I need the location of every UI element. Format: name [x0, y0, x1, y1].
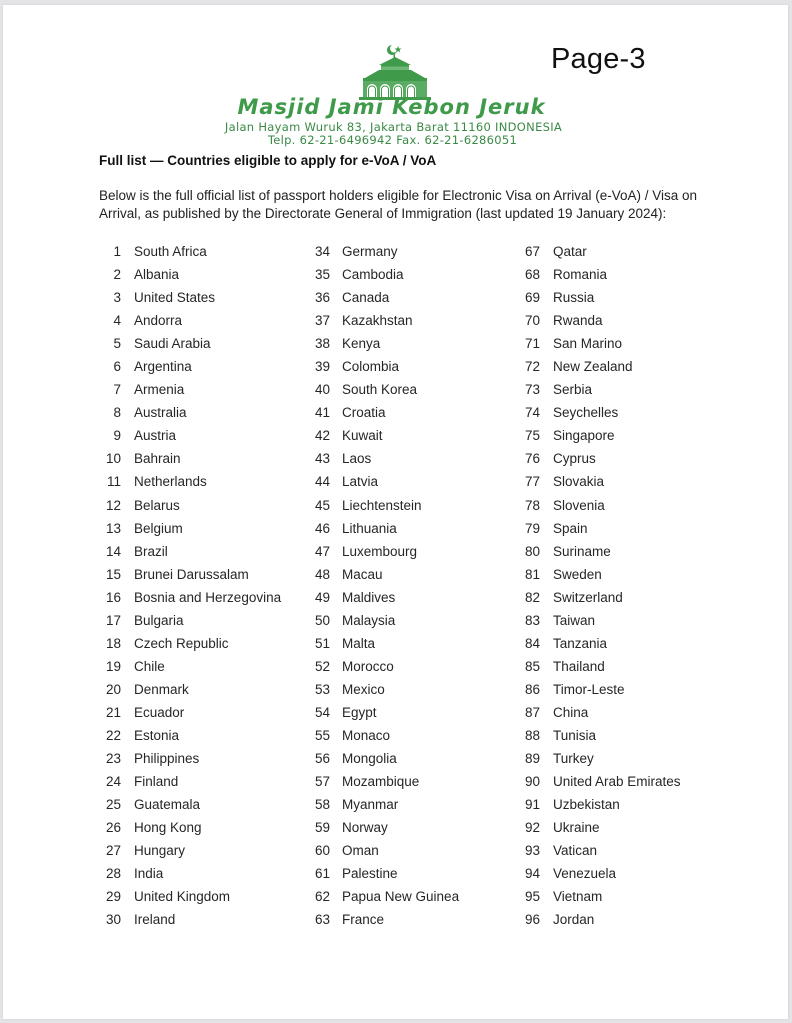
country-name: Ukraine	[553, 820, 600, 836]
country-name: Belgium	[134, 520, 183, 536]
item-number: 28	[105, 866, 121, 882]
page-number-label: Page-3	[551, 43, 646, 75]
item-number: 59	[314, 820, 330, 836]
item-number: 86	[524, 681, 540, 697]
country-name: Mozambique	[342, 774, 420, 790]
document-title: Full list — Countries eligible to apply for e-VoA / VoA	[99, 153, 437, 168]
country-name: Saudi Arabia	[134, 336, 211, 352]
country-name: Malta	[342, 635, 376, 651]
country-name: Maldives	[342, 589, 396, 605]
country-name: Egypt	[342, 704, 377, 720]
country-name: Ireland	[134, 912, 176, 928]
country-name: Taiwan	[553, 612, 596, 628]
item-number: 44	[314, 474, 330, 490]
item-number: 13	[105, 520, 121, 536]
country-name: Guatemala	[134, 797, 201, 813]
country-name: United Kingdom	[134, 889, 231, 905]
country-name: Norway	[342, 820, 388, 836]
item-number: 30	[105, 912, 121, 928]
item-number: 60	[314, 843, 330, 859]
country-name: Andorra	[134, 313, 183, 329]
item-number: 84	[524, 635, 540, 651]
country-name: Sweden	[553, 566, 602, 582]
item-number: 38	[314, 336, 330, 352]
country-name: Laos	[342, 451, 372, 467]
intro-paragraph: Below is the full official list of passport holders eligible for Electronic Visa on Arrival (e-VoA) / Visa on Arrival, as published by the Directorate General of Immigration (last updated 19 January 2024):	[99, 188, 698, 221]
item-number: 55	[314, 727, 330, 743]
item-number: 75	[524, 428, 540, 444]
item-number: 83	[524, 612, 540, 628]
item-number: 56	[314, 751, 330, 767]
item-number: 36	[314, 290, 330, 306]
country-name: Vatican	[553, 843, 598, 859]
item-number: 17	[105, 612, 121, 628]
item-number: 48	[314, 566, 330, 582]
item-number: 47	[314, 543, 330, 559]
country-name: Lithuania	[342, 520, 397, 536]
country-name: Belarus	[134, 497, 180, 513]
country-name: Hungary	[134, 843, 186, 859]
country-name: Chile	[134, 658, 165, 674]
country-name: Mongolia	[342, 751, 397, 767]
item-number: 62	[314, 889, 330, 905]
item-number: 79	[524, 520, 540, 536]
country-name: Myanmar	[342, 797, 399, 813]
country-name: India	[134, 866, 164, 882]
country-name: Albania	[134, 267, 180, 283]
country-name: Romania	[553, 267, 608, 283]
country-name: Hong Kong	[134, 820, 202, 836]
country-name: Turkey	[553, 751, 594, 767]
item-number: 23	[105, 751, 121, 767]
country-name: Seychelles	[553, 405, 619, 421]
country-name: Singapore	[553, 428, 615, 444]
item-number: 25	[105, 797, 121, 813]
country-name: Palestine	[342, 866, 398, 882]
item-number: 78	[524, 497, 540, 513]
country-name: Croatia	[342, 405, 386, 421]
item-number: 35	[314, 267, 330, 283]
country-name: Bulgaria	[134, 612, 184, 628]
item-number: 26	[105, 820, 121, 836]
item-number: 93	[524, 843, 540, 859]
country-name: Tunisia	[553, 727, 597, 743]
country-name: Switzerland	[553, 589, 623, 605]
country-name: Latvia	[342, 474, 379, 490]
item-number: 1	[113, 244, 121, 259]
item-number: 53	[314, 681, 330, 697]
organization-name: Masjid Jami Kebon Jeruk	[237, 95, 546, 119]
country-name: Jordan	[553, 912, 595, 928]
item-number: 52	[314, 658, 330, 674]
country-name: Thailand	[553, 658, 605, 674]
item-number: 74	[524, 405, 540, 421]
item-number: 70	[524, 313, 540, 329]
country-name: Cambodia	[342, 267, 404, 283]
item-number: 73	[524, 382, 540, 398]
country-name: Vietnam	[553, 889, 603, 905]
country-name: Estonia	[134, 727, 180, 743]
item-number: 12	[105, 497, 121, 513]
item-number: 85	[524, 658, 540, 674]
country-name: South Africa	[134, 244, 207, 259]
country-name: China	[553, 704, 589, 720]
country-name: Germany	[342, 244, 398, 259]
item-number: 46	[314, 520, 330, 536]
country-name: Slovenia	[553, 497, 605, 513]
country-name: Slovakia	[553, 474, 605, 490]
country-name: Morocco	[342, 658, 394, 674]
country-name: Kenya	[342, 336, 381, 352]
item-number: 94	[524, 866, 540, 882]
item-number: 39	[314, 359, 330, 375]
item-number: 34	[314, 244, 330, 259]
item-number: 50	[314, 612, 330, 628]
item-number: 20	[105, 681, 121, 697]
item-number: 96	[524, 912, 540, 928]
item-number: 4	[113, 313, 121, 329]
item-number: 80	[524, 543, 540, 559]
country-name: Canada	[342, 290, 390, 306]
country-name: Liechtenstein	[342, 497, 422, 513]
country-name: Kuwait	[342, 428, 383, 444]
country-name: Qatar	[553, 244, 587, 259]
country-name: Macau	[342, 566, 383, 582]
item-number: 68	[524, 267, 540, 283]
item-number: 51	[314, 635, 330, 651]
country-name: Finland	[134, 774, 179, 790]
country-name: San Marino	[553, 336, 623, 352]
item-number: 57	[314, 774, 330, 790]
country-name: Brunei Darussalam	[134, 566, 249, 582]
item-number: 10	[105, 451, 121, 467]
item-number: 58	[314, 797, 330, 813]
item-number: 92	[524, 820, 540, 836]
item-number: 87	[524, 704, 540, 720]
country-name: South Korea	[342, 382, 418, 398]
item-number: 14	[105, 543, 121, 559]
country-name: Ecuador	[134, 704, 185, 720]
item-number: 71	[524, 336, 540, 352]
country-name: Philippines	[134, 751, 200, 767]
country-name: Argentina	[134, 359, 192, 375]
item-number: 24	[105, 774, 121, 790]
item-number: 7	[113, 382, 121, 398]
country-name: Monaco	[342, 727, 391, 743]
item-number: 95	[524, 889, 540, 905]
country-name: Bosnia and Herzegovina	[134, 589, 282, 605]
organization-address: Jalan Hayam Wuruk 83, Jakarta Barat 11160 INDONESIA	[224, 120, 563, 134]
country-name: Czech Republic	[134, 635, 229, 651]
item-number: 63	[314, 912, 330, 928]
country-name: United Arab Emirates	[553, 774, 681, 790]
item-number: 6	[113, 359, 121, 375]
item-number: 19	[105, 658, 121, 674]
document-page	[3, 5, 788, 1019]
country-name: Rwanda	[553, 313, 603, 329]
country-name: Tanzania	[553, 635, 608, 651]
item-number: 5	[113, 336, 121, 352]
item-number: 82	[524, 589, 540, 605]
item-number: 15	[105, 566, 121, 582]
item-number: 2	[113, 267, 121, 283]
item-number: 49	[314, 589, 330, 605]
item-number: 61	[314, 866, 330, 882]
item-number: 69	[524, 290, 540, 306]
country-name: Serbia	[553, 382, 593, 398]
item-number: 29	[105, 889, 121, 905]
item-number: 67	[524, 244, 540, 259]
country-name: Venezuela	[553, 866, 617, 882]
item-number: 8	[113, 405, 121, 421]
country-name: Spain	[553, 520, 588, 536]
country-name: Timor-Leste	[553, 681, 625, 697]
country-name: Uzbekistan	[553, 797, 620, 813]
country-name: United States	[134, 290, 216, 306]
item-number: 9	[113, 428, 121, 444]
organization-contact: Telp. 62-21-6496942 Fax. 62-21-6286051	[267, 133, 518, 147]
item-number: 90	[524, 774, 540, 790]
country-name: Russia	[553, 290, 595, 306]
item-number: 54	[314, 704, 330, 720]
item-number: 21	[105, 704, 121, 720]
country-name: Austria	[134, 428, 177, 444]
item-number: 77	[524, 474, 540, 490]
item-number: 11	[106, 474, 121, 490]
country-name: Mexico	[342, 681, 385, 697]
item-number: 37	[314, 313, 330, 329]
country-name: France	[342, 912, 385, 928]
item-number: 88	[524, 727, 540, 743]
country-name: Suriname	[553, 543, 611, 559]
item-number: 91	[524, 797, 540, 813]
item-number: 43	[314, 451, 330, 467]
country-name: Netherlands	[134, 474, 207, 490]
country-name: Australia	[134, 405, 187, 421]
item-number: 27	[105, 843, 121, 859]
item-number: 45	[314, 497, 330, 513]
item-number: 42	[314, 428, 330, 444]
mosque-icon	[349, 43, 441, 101]
country-name: Brazil	[134, 543, 168, 559]
country-name: Denmark	[134, 681, 189, 697]
country-name: Kazakhstan	[342, 313, 413, 329]
item-number: 3	[113, 290, 121, 306]
item-number: 81	[524, 566, 540, 582]
country-name: Armenia	[134, 382, 185, 398]
country-name: Colombia	[342, 359, 400, 375]
item-number: 41	[314, 405, 330, 421]
item-number: 76	[524, 451, 540, 467]
item-number: 72	[524, 359, 540, 375]
item-number: 89	[524, 751, 540, 767]
country-name: New Zealand	[553, 359, 633, 375]
country-name: Cyprus	[553, 451, 596, 467]
item-number: 18	[105, 635, 121, 651]
country-name: Papua New Guinea	[342, 889, 460, 905]
item-number: 16	[105, 589, 121, 605]
country-name: Malaysia	[342, 612, 396, 628]
country-name: Bahrain	[134, 451, 181, 467]
country-name: Luxembourg	[342, 543, 418, 559]
country-name: Oman	[342, 843, 379, 859]
item-number: 40	[314, 382, 330, 398]
item-number: 22	[105, 727, 121, 743]
